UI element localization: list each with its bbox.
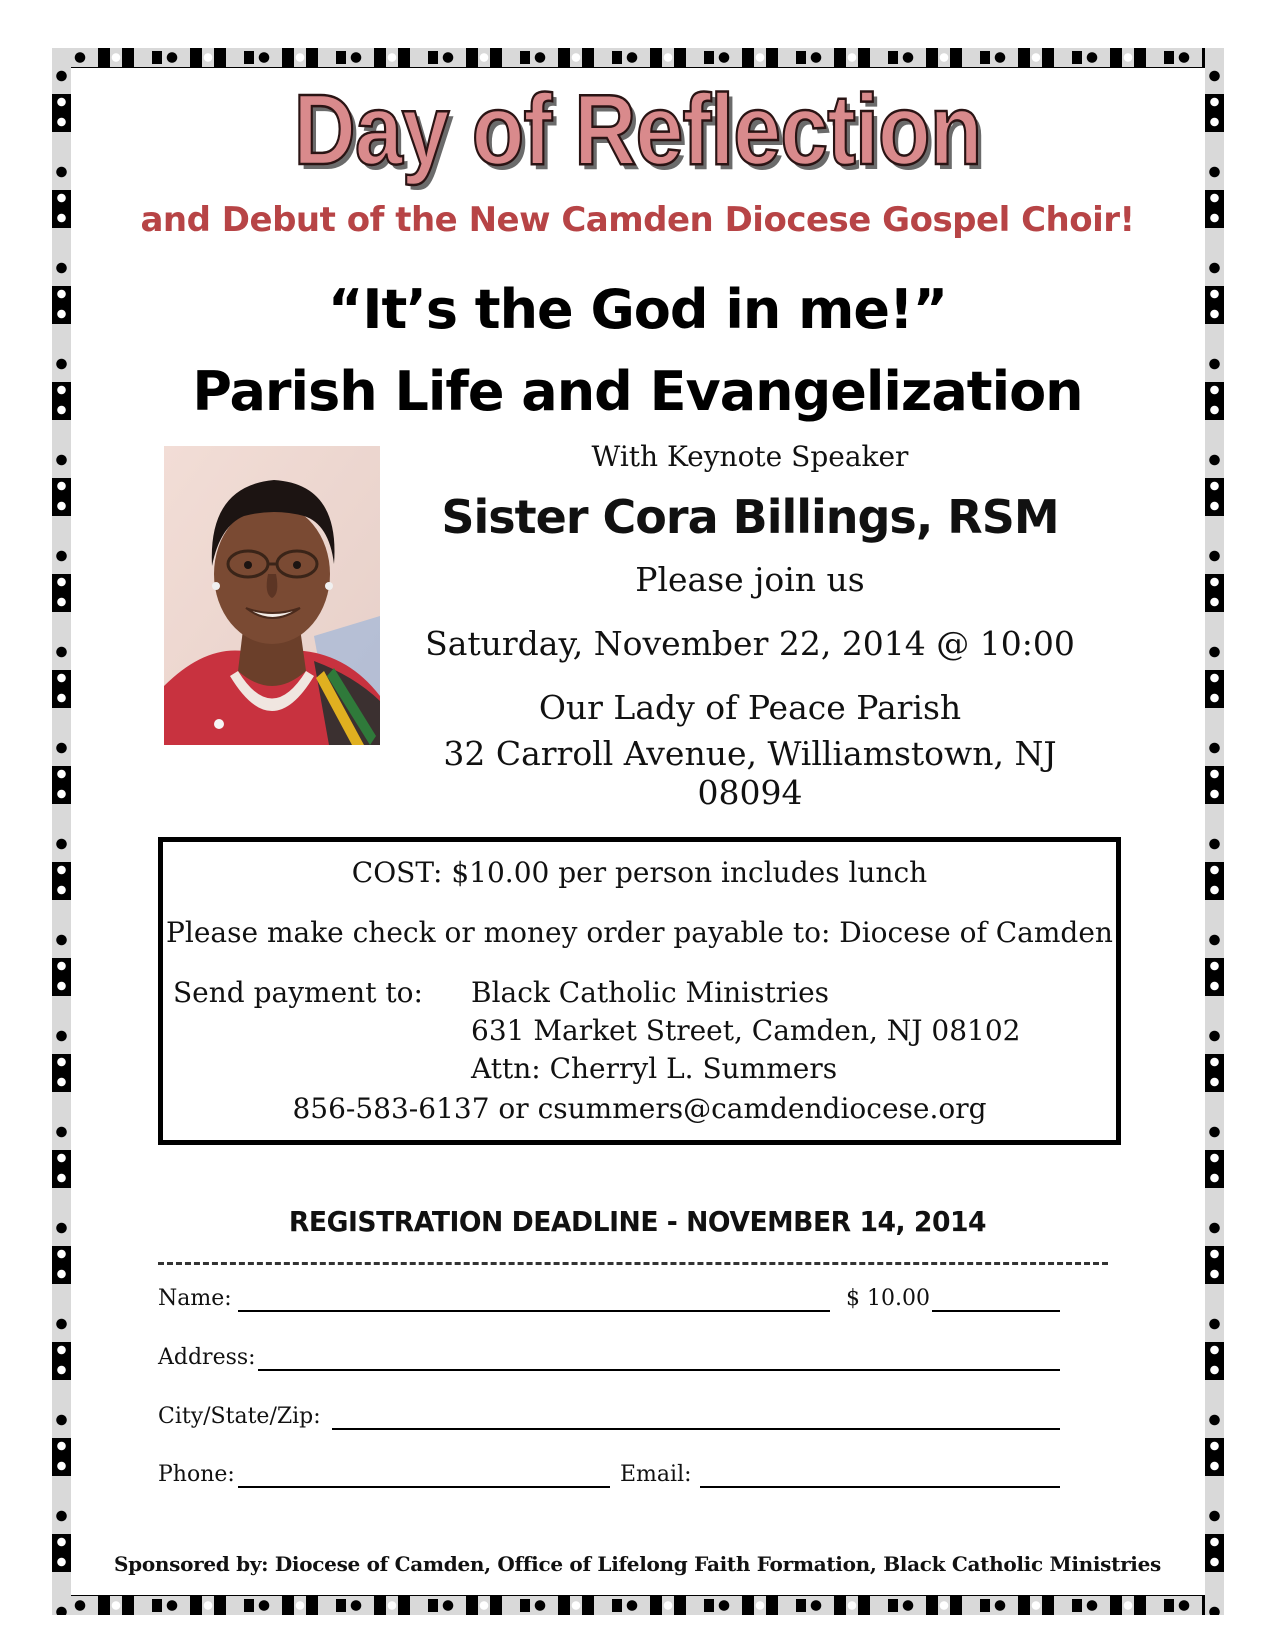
sponsor-line: Sponsored by: Diocese of Camden, Office of Lifelong Faith Formation, Black Catholic Ministries: [114, 1552, 1161, 1576]
email-field[interactable]: [700, 1486, 1060, 1488]
name-field[interactable]: [238, 1310, 830, 1312]
phone-field[interactable]: [238, 1486, 610, 1488]
event-venue: Our Lady of Peace Parish: [538, 688, 962, 727]
border-inner-top: [71, 67, 1205, 68]
speaker-photo: [164, 446, 380, 745]
contact-info: 856-583-6137 or csummers@camdendiocese.org: [292, 1092, 987, 1125]
amount-label: $ 10.00: [846, 1286, 930, 1311]
payable-text: Please make check or money order payable to: Diocese of Camden: [166, 916, 1113, 949]
event-address: 32 Carroll Avenue, Williamstown, NJ 08094: [443, 734, 1057, 812]
address-label: Address:: [158, 1345, 256, 1370]
city-state-zip-label: City/State/Zip:: [158, 1404, 321, 1429]
event-subtitle: and Debut of the New Camden Diocese Gospel Choir!: [140, 200, 1135, 240]
registration-deadline: REGISTRATION DEADLINE - NOVEMBER 14, 2014: [288, 1205, 987, 1238]
event-theme: Parish Life and Evangelization: [192, 360, 1083, 423]
email-label: Email:: [620, 1462, 692, 1487]
send-line-attention: Attn: Cherryl L. Summers: [471, 1052, 838, 1085]
border-bottom: [52, 1596, 1224, 1615]
cost-text: COST: $10.00 per person includes lunch: [351, 856, 928, 889]
event-datetime: Saturday, November 22, 2014 @ 10:00: [425, 624, 1075, 663]
page-title: Day of Reflection: [293, 74, 982, 186]
send-line-street: 631 Market Street, Camden, NJ 08102: [471, 1014, 1021, 1047]
send-payment-label: Send payment to:: [173, 976, 423, 1009]
amount-field[interactable]: [932, 1310, 1060, 1312]
speaker-name: Sister Cora Billings, RSM: [441, 490, 1059, 544]
send-line-organization: Black Catholic Ministries: [471, 976, 830, 1009]
cost-box: [158, 837, 1121, 1145]
phone-label: Phone:: [158, 1462, 235, 1487]
invite-text: Please join us: [635, 560, 865, 599]
border-inner-bottom: [71, 1595, 1205, 1596]
address-field[interactable]: [258, 1369, 1060, 1371]
name-label: Name:: [158, 1286, 232, 1311]
event-quote: “It’s the God in me!”: [327, 278, 948, 341]
cut-line: [158, 1262, 1108, 1265]
keynote-intro: With Keynote Speaker: [591, 440, 909, 473]
border-top: [52, 48, 1224, 67]
city-state-zip-field[interactable]: [332, 1428, 1060, 1430]
